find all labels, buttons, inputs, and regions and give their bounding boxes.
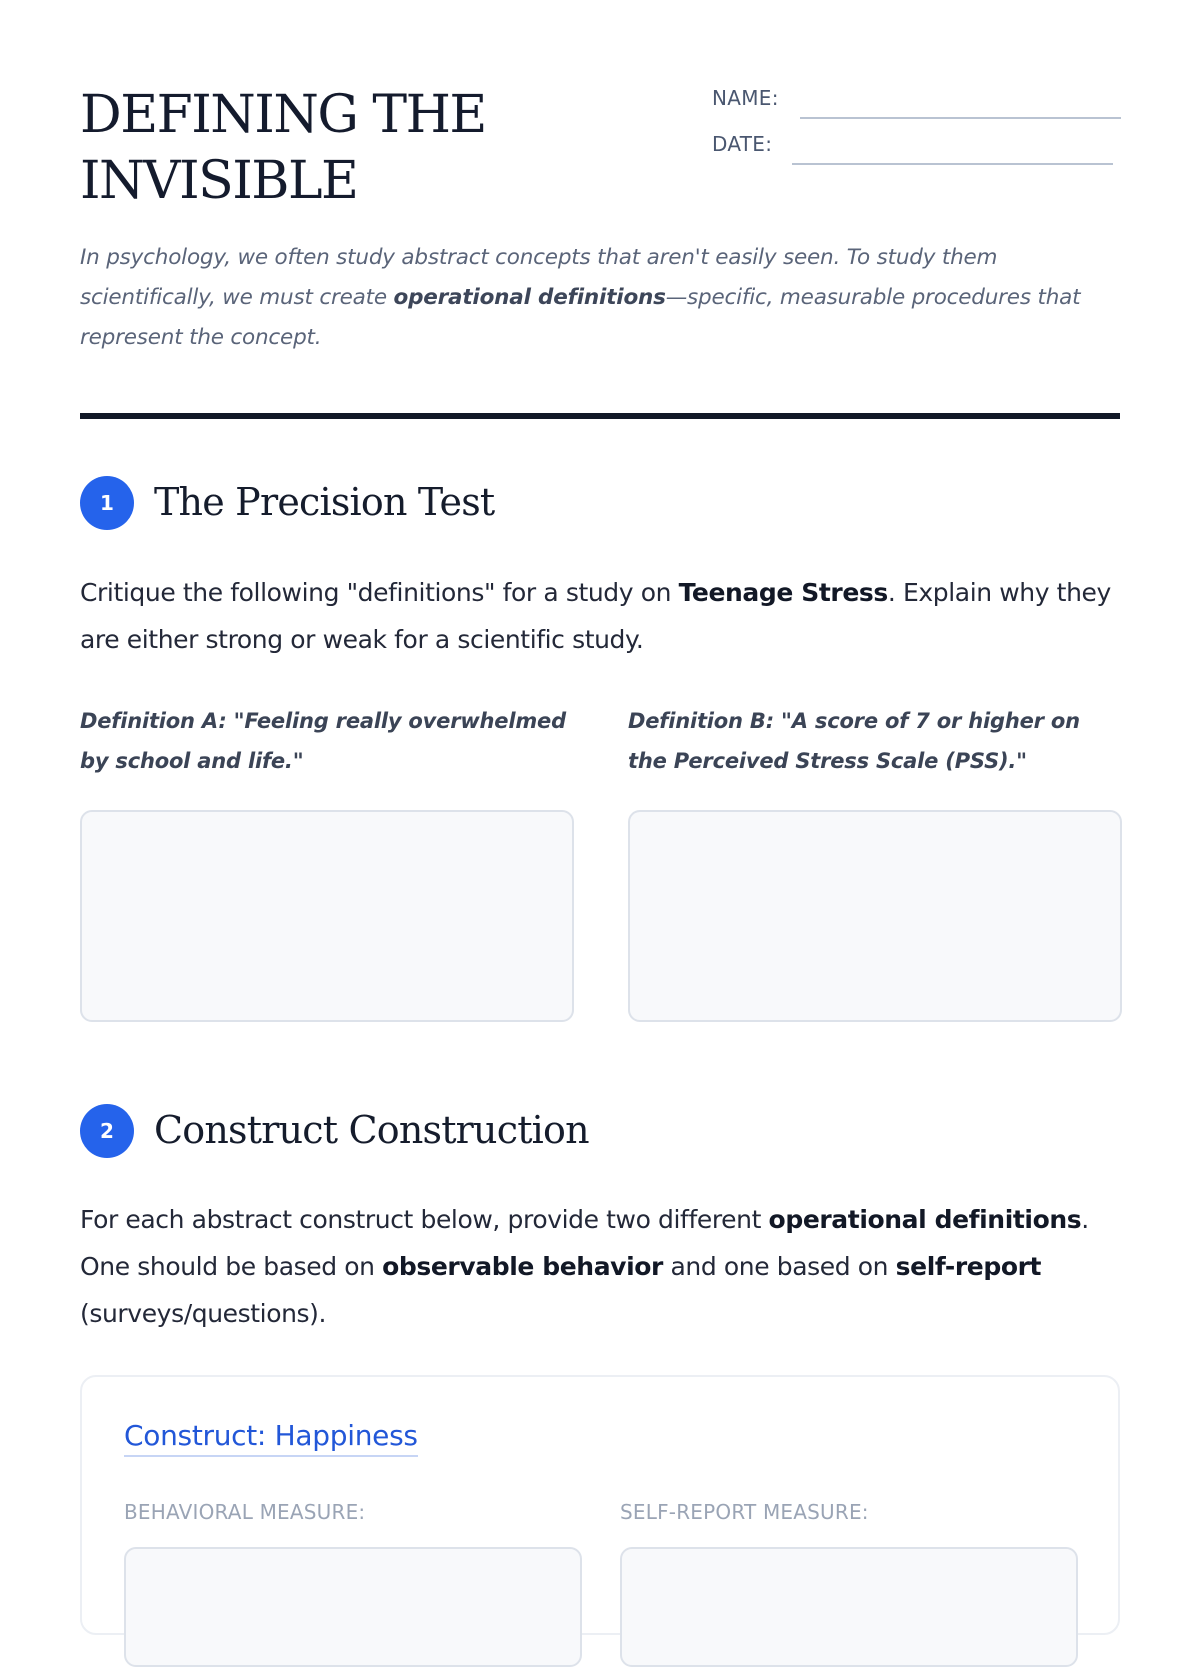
behavioral-measure-label: BEHAVIORAL MEASURE: [124, 1500, 366, 1524]
name-field[interactable] [800, 117, 1121, 119]
section-2-bold-2: observable behavior [382, 1252, 663, 1281]
date-field[interactable] [792, 163, 1113, 165]
section-1-bold-topic: Teenage Stress [678, 578, 888, 607]
student-info [712, 82, 1122, 174]
section-2-number-badge: 2 [80, 1104, 134, 1158]
section-2-bold-3: self-report [895, 1252, 1042, 1281]
section-1-text-after: . Explain why they are either strong or weak for a scientific study. [80, 578, 1111, 654]
construct-title: Construct: Happiness [124, 1417, 418, 1457]
section-2-text-1: For each abstract construct below, provide two different [80, 1205, 769, 1234]
definition-a-label: Definition A: "Feeling really overwhelmed by school and life." [80, 709, 566, 773]
section-2-title: Construct Construction [154, 1108, 589, 1152]
worksheet-page [80, 0, 1120, 1600]
section-2-text-2: . One should be based on [80, 1205, 1089, 1281]
section-1-title: The Precision Test [154, 480, 495, 524]
section-2-header [80, 1104, 1120, 1158]
construct-card-happiness [80, 1375, 1120, 1635]
section-2-bold-1: operational definitions [768, 1205, 1082, 1234]
title-line-2: INVISIBLE [80, 151, 358, 211]
worksheet-title [80, 82, 600, 214]
self-report-measure-answer-box[interactable] [620, 1547, 1078, 1667]
section-2-text-3: and one based on [662, 1252, 896, 1281]
title-line-1: DEFINING THE [80, 85, 486, 145]
intro-paragraph [80, 238, 1125, 358]
date-row [712, 128, 1122, 174]
section-1-instructions [80, 569, 1120, 663]
intro-text-before: In psychology, we often study abstract concepts that aren't easily seen. To study them scientifically, we must create [80, 245, 998, 310]
behavioral-measure-answer-box[interactable] [124, 1547, 582, 1667]
section-1-header [80, 476, 1120, 530]
section-1-text-before: Critique the following "definitions" for a study on [80, 578, 679, 607]
intro-bold-term: operational definitions [393, 285, 666, 310]
definition-b-answer-box[interactable] [628, 810, 1122, 1022]
section-2-text-4: (surveys/questions). [80, 1299, 327, 1328]
date-label: DATE: [712, 132, 773, 156]
intro-text-after: —specific, measurable procedures that represent the concept. [80, 285, 1081, 350]
definition-a-answer-box[interactable] [80, 810, 574, 1022]
name-label: NAME: [712, 86, 779, 110]
section-2-instructions [80, 1196, 1120, 1337]
self-report-measure-label: SELF-REPORT MEASURE: [620, 1500, 869, 1524]
header-divider [80, 413, 1120, 419]
name-row [712, 82, 1122, 128]
definition-b-label: Definition B: "A score of 7 or higher on the Perceived Stress Scale (PSS)." [628, 709, 1080, 773]
section-1-number-badge: 1 [80, 476, 134, 530]
